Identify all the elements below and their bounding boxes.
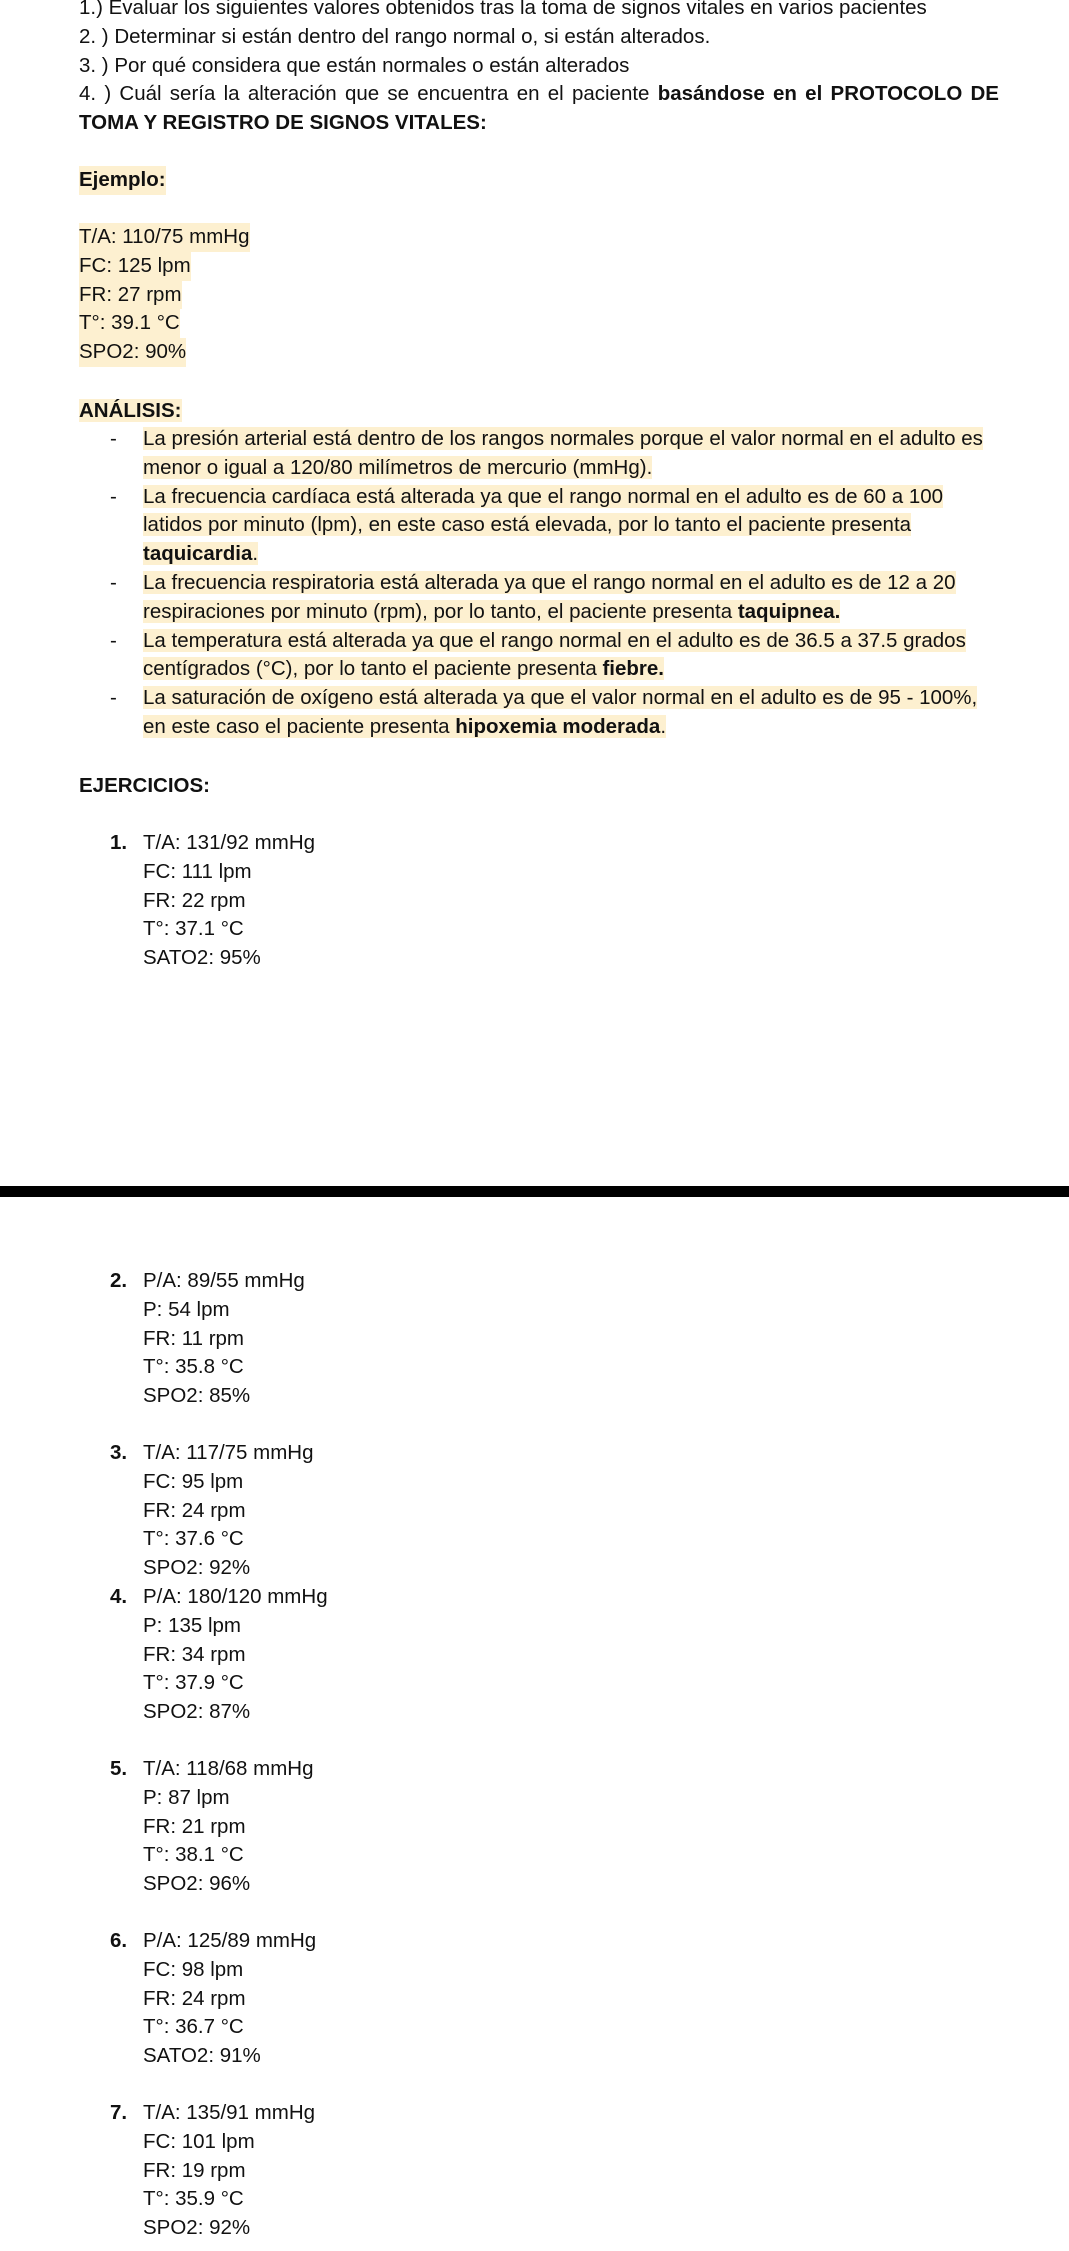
instruction-4: 4. ) Cuál sería la alteración que se encuentra en el paciente basándose en el PROTOCOLO DE TOMA Y REGISTRO DE SIGNOS VITALES: — [79, 82, 999, 135]
vital-value: FR: 22 rpm — [143, 888, 246, 912]
analysis-item: - La presión arterial está dentro de los rangos normales porque el valor normal en el adulto es menor o igual a 120/80 milímetros de mercurio (mmHg). — [110, 425, 990, 483]
bullet-dash: - — [110, 484, 117, 508]
vital-value: FR: 21 rpm — [143, 1814, 246, 1838]
analysis-item: - La frecuencia respiratoria está alterada ya que el rango normal en el adulto es de 12 a 20 respiraciones por minuto (rpm), por lo tanto, el paciente presenta taquipnea. — [110, 569, 990, 627]
vital-value: SATO2: 91% — [143, 2044, 261, 2068]
vital-value: SPO2: 85% — [143, 1384, 251, 1408]
vital-value: T°: 35.9 °C — [143, 2187, 244, 2211]
vital-value: FC: 101 lpm — [143, 2129, 255, 2153]
analysis-title: ANÁLISIS: — [79, 399, 182, 422]
instruction-1: 1.) Evaluar los siguientes valores obtenidos tras la toma de signos vitales en varios pacientes — [79, 0, 927, 19]
vital-value: T°: 38.1 °C — [143, 1843, 244, 1867]
vital-value: P: 135 lpm — [143, 1613, 241, 1637]
bullet-dash: - — [110, 427, 117, 450]
vital-value: T°: 35.8 °C — [143, 1355, 244, 1379]
vital-value: P: 87 lpm — [143, 1785, 230, 1809]
bullet-dash: - — [110, 570, 117, 594]
vital-value: SPO2: 96% — [143, 1872, 251, 1896]
bullet-dash: - — [110, 686, 117, 710]
bullet-dash: - — [110, 628, 117, 652]
exercise-number: 5. — [110, 1757, 128, 1780]
example-title: Ejemplo: — [79, 166, 166, 195]
vital-value: SPO2: 92% — [143, 1556, 251, 1580]
exercise-number: 6. — [110, 1929, 128, 1952]
vital-value: T°: 36.7 °C — [143, 2015, 244, 2039]
analysis-item: - La temperatura está alterada ya que el rango normal en el adulto es de 36.5 a 37.5 grados centígrados (°C), por lo tanto el paciente presenta fiebre. — [110, 627, 990, 685]
vital-value: SATO2: 95% — [143, 946, 261, 970]
vital-value: FR: 19 rpm — [143, 2158, 246, 2182]
example-value: FR: 27 rpm — [79, 281, 182, 310]
vital-value: FR: 24 rpm — [143, 1986, 246, 2010]
vital-value: P: 54 lpm — [143, 1297, 230, 1321]
example-value: FC: 125 lpm — [79, 252, 191, 281]
exercise-number: 2. — [110, 1269, 128, 1292]
vital-value: SPO2: 92% — [143, 2216, 251, 2240]
document-page-2 — [0, 1197, 1069, 2251]
vital-value: T/A: 131/92 mmHg — [143, 831, 316, 854]
example-value: T°: 39.1 °C — [79, 309, 180, 338]
instruction-2: 2. ) Determinar si están dentro del rango normal o, si están alterados. — [79, 24, 711, 48]
exercise-number: 3. — [110, 1441, 128, 1464]
vital-value: FC: 111 lpm — [143, 859, 252, 883]
vital-value: FC: 95 lpm — [143, 1469, 244, 1493]
exercises-title: EJERCICIOS: — [79, 774, 210, 797]
vital-value: FR: 11 rpm — [143, 1326, 244, 1350]
vital-value: P/A: 89/55 mmHg — [143, 1269, 305, 1292]
exercise-number: 4. — [110, 1585, 128, 1608]
page-break — [0, 1186, 1069, 1197]
analysis-item: - La frecuencia cardíaca está alterada ya que el rango normal en el adulto es de 60 a 100 latidos por minuto (lpm), en este caso está elevada, por lo tanto el paciente presenta taquicardia. — [110, 483, 990, 569]
instructions — [79, 0, 999, 138]
vital-value: T/A: 118/68 mmHg — [143, 1757, 314, 1780]
vital-value: P/A: 125/89 mmHg — [143, 1929, 317, 1952]
vital-value: T/A: 135/91 mmHg — [143, 2101, 316, 2124]
example-value: T/A: 110/75 mmHg — [79, 223, 250, 252]
analysis-list — [110, 425, 990, 742]
vital-value: T°: 37.9 °C — [143, 1671, 244, 1695]
example-value: SPO2: 90% — [79, 338, 186, 367]
vital-value: P/A: 180/120 mmHg — [143, 1585, 328, 1608]
vital-value: FC: 98 lpm — [143, 1957, 244, 1981]
analysis-item: - La saturación de oxígeno está alterada ya que el valor normal en el adulto es de 95 - 100%, en este caso el paciente presenta hipoxemia moderada. — [110, 684, 990, 742]
vital-value: FR: 24 rpm — [143, 1498, 246, 1522]
vital-value: T°: 37.6 °C — [143, 1527, 244, 1551]
instruction-3: 3. ) Por qué considera que están normales o están alterados — [79, 53, 630, 77]
vital-value: T/A: 117/75 mmHg — [143, 1441, 314, 1464]
vital-value: FR: 34 rpm — [143, 1642, 246, 1666]
vital-value: SPO2: 87% — [143, 1700, 251, 1724]
vital-value: T°: 37.1 °C — [143, 917, 244, 941]
exercise-number: 7. — [110, 2101, 128, 2124]
exercise-number: 1. — [110, 831, 128, 854]
